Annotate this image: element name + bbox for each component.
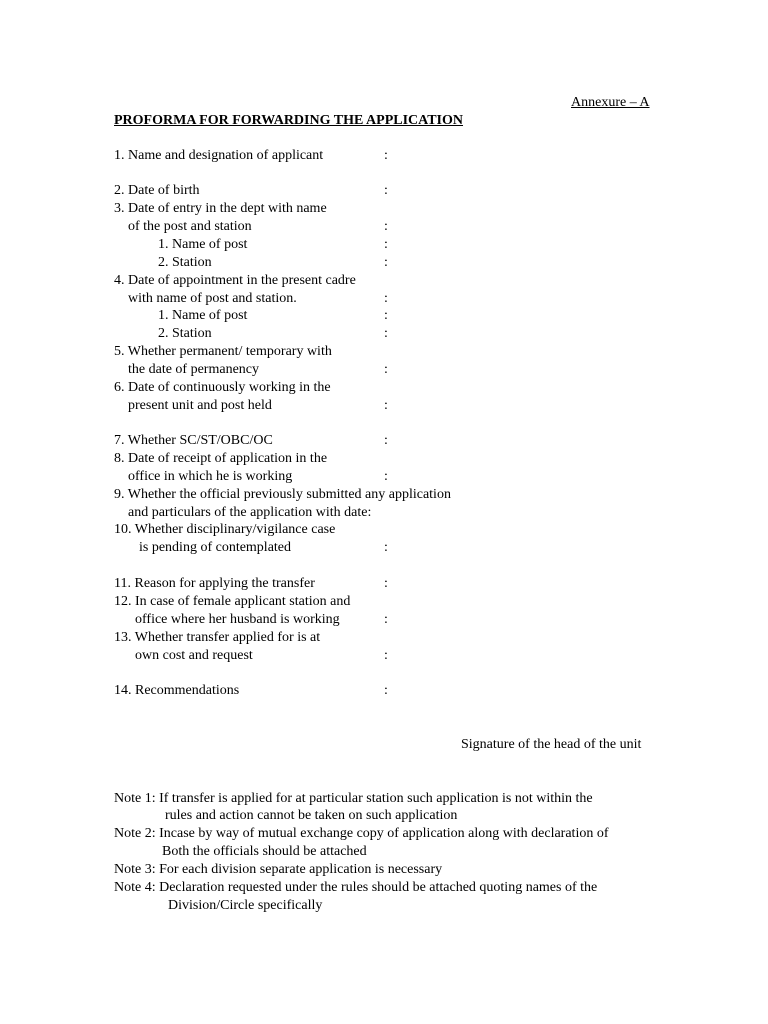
- field-label: office in which he is working: [128, 469, 293, 484]
- field-colon: :: [384, 540, 388, 555]
- field-label: 13. Whether transfer applied for is at: [114, 630, 321, 645]
- signature-label: Signature of the head of the unit: [461, 737, 642, 752]
- field-label: office where her husband is working: [135, 612, 340, 627]
- field-colon: :: [384, 219, 388, 234]
- field-label: 6. Date of continuously working in the: [114, 380, 331, 395]
- field-label: 5. Whether permanent/ temporary with: [114, 344, 332, 359]
- note-line: Note 4: Declaration requested under the rules should be attached quoting names of the: [114, 880, 598, 895]
- note-line: Note 1: If transfer is applied for at particular station such application is not within the: [114, 791, 593, 806]
- field-colon: :: [384, 362, 388, 377]
- field-colon: :: [384, 683, 388, 698]
- field-label: 12. In case of female applicant station and: [114, 594, 351, 609]
- field-label: 2. Station: [158, 255, 212, 270]
- field-colon: :: [384, 612, 388, 627]
- field-label: 14. Recommendations: [114, 683, 240, 698]
- field-label: of the post and station: [128, 219, 252, 234]
- field-colon: :: [384, 308, 388, 323]
- form-title: PROFORMA FOR FORWARDING THE APPLICATION: [114, 113, 464, 128]
- field-colon: :: [384, 237, 388, 252]
- field-colon: :: [384, 398, 388, 413]
- note-line: rules and action cannot be taken on such application: [165, 808, 458, 823]
- field-colon: :: [384, 576, 388, 591]
- field-label: 11. Reason for applying the transfer: [114, 576, 315, 591]
- field-label: 2. Station: [158, 326, 212, 341]
- field-label: 1. Name and designation of applicant: [114, 148, 324, 163]
- note-line: Note 3: For each division separate application is necessary: [114, 862, 443, 877]
- field-label: is pending of contemplated: [139, 540, 292, 555]
- field-label: 1. Name of post: [158, 237, 248, 252]
- field-colon: :: [384, 648, 388, 663]
- field-colon: :: [384, 183, 388, 198]
- field-label: 9. Whether the official previously submitted any application: [114, 487, 451, 502]
- field-colon: :: [384, 469, 388, 484]
- field-label: with name of post and station.: [128, 291, 297, 306]
- field-label: 8. Date of receipt of application in the: [114, 451, 328, 466]
- field-label: the date of permanency: [128, 362, 259, 377]
- annexure-label: Annexure – A: [571, 95, 650, 110]
- field-colon: :: [384, 255, 388, 270]
- field-label: 1. Name of post: [158, 308, 248, 323]
- field-label: present unit and post held: [128, 398, 272, 413]
- field-colon: :: [384, 291, 388, 306]
- note-line: Note 2: Incase by way of mutual exchange copy of application along with declaration of: [114, 826, 609, 841]
- note-line: Both the officials should be attached: [162, 844, 367, 859]
- field-label: 10. Whether disciplinary/vigilance case: [114, 522, 336, 537]
- field-label: 3. Date of entry in the dept with name: [114, 201, 327, 216]
- field-colon: :: [384, 326, 388, 341]
- field-label: 2. Date of birth: [114, 183, 200, 198]
- field-label: own cost and request: [135, 648, 253, 663]
- field-colon: :: [384, 433, 388, 448]
- field-colon: :: [384, 148, 388, 163]
- field-label: 7. Whether SC/ST/OBC/OC: [114, 433, 273, 448]
- note-line: Division/Circle specifically: [168, 898, 323, 913]
- field-label: 4. Date of appointment in the present cadre: [114, 273, 356, 288]
- field-label: and particulars of the application with date:: [128, 505, 372, 520]
